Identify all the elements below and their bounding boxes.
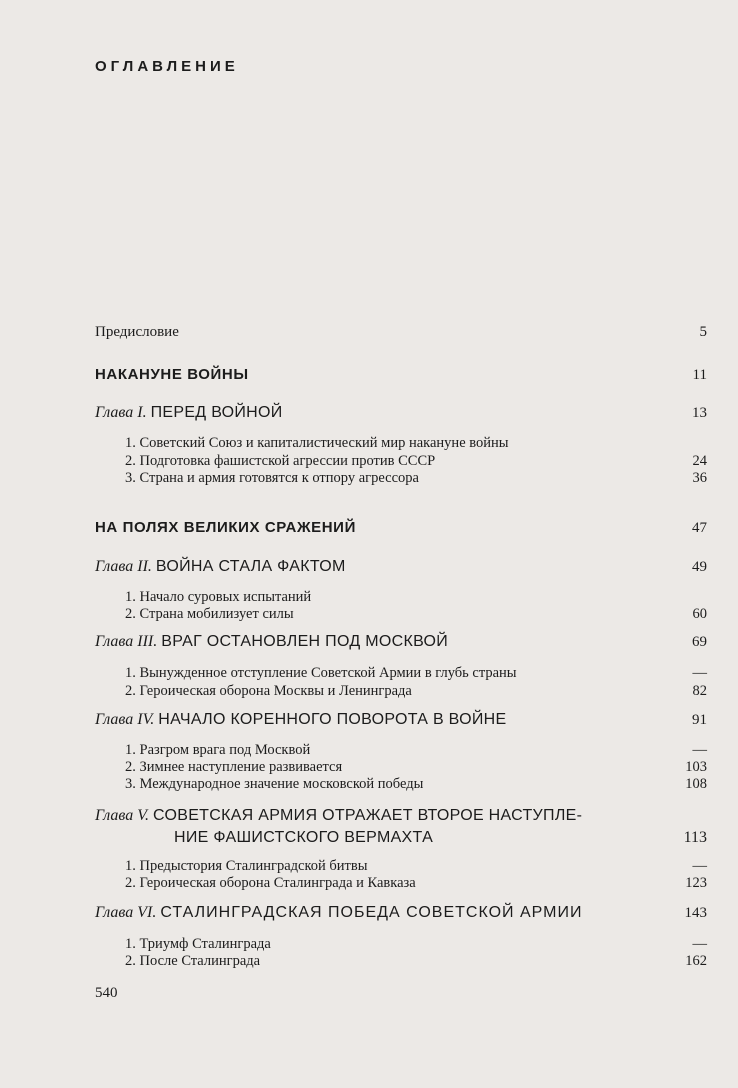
- chapter-page: 113: [683, 829, 707, 846]
- toc-section[interactable]: 2. Героическая оборона Москвы и Ленинграда 82: [125, 683, 707, 699]
- toc-section[interactable]: 2. Героическая оборона Сталинграда и Кавказа 123: [125, 875, 707, 891]
- toc-chapter-3[interactable]: [95, 633, 707, 651]
- toc-chapter-6[interactable]: [95, 904, 707, 922]
- toc-entry-preface[interactable]: [95, 323, 707, 341]
- toc-section[interactable]: 1. Вынужденное отступление Советской Армии в глубь страны —: [125, 665, 707, 681]
- chapter-title: ВРАГ ОСТАНОВЛЕН ПОД МОСКВОЙ: [161, 633, 449, 650]
- toc-section[interactable]: 1. Начало суровых испытаний: [125, 589, 312, 605]
- toc-section[interactable]: 2. Зимнее наступление развивается 103: [125, 759, 707, 775]
- toc-section[interactable]: 3. Международное значение московской победы 108: [125, 776, 707, 792]
- chapter-title: ПЕРЕД ВОЙНОЙ: [150, 404, 283, 421]
- toc-chapter-4[interactable]: [95, 711, 707, 729]
- chapter-label: Глава II.: [95, 558, 152, 575]
- chapter-label: Глава IV.: [95, 711, 155, 728]
- chapter-label: Глава V.: [95, 807, 149, 824]
- toc-section[interactable]: 3. Страна и армия готовятся к отпору агрессора 36: [125, 470, 707, 486]
- chapter-page: 143: [684, 905, 707, 921]
- toc-section[interactable]: 1. Разгром врага под Москвой —: [125, 742, 707, 758]
- page-number: 540: [95, 985, 118, 1001]
- toc-section[interactable]: 2. После Сталинграда 162: [125, 953, 707, 969]
- part-title: НАКАНУНЕ ВОЙНЫ: [95, 366, 249, 383]
- chapter-label: Глава III.: [95, 633, 158, 650]
- toc-section[interactable]: 2. Подготовка фашистской агрессии против СССР 24: [125, 453, 707, 469]
- chapter-page: 91: [692, 712, 707, 728]
- toc-chapter-5[interactable]: [95, 805, 707, 849]
- page-title: ОГЛАВЛЕНИЕ: [95, 58, 239, 75]
- chapter-title-line2: НИЕ ФАШИСТСКОГО ВЕРМАХТА: [174, 829, 434, 846]
- chapter-title-line1: СОВЕТСКАЯ АРМИЯ ОТРАЖАЕТ ВТОРОЕ НАСТУПЛЕ-: [152, 807, 583, 824]
- chapter-title: НАЧАЛО КОРЕННОГО ПОВОРОТА В ВОЙНЕ: [158, 711, 507, 728]
- entry-title: Предисловие: [95, 324, 179, 340]
- part-page: 47: [692, 520, 707, 536]
- chapter-title: СТАЛИНГРАДСКАЯ ПОБЕДА СОВЕТСКОЙ АРМИИ: [160, 904, 583, 921]
- chapter-label: Глава VI.: [95, 904, 157, 921]
- toc-chapter-2[interactable]: [95, 558, 707, 576]
- toc-section[interactable]: 1. Советский Союз и капиталистический мир накануне войны: [125, 435, 509, 451]
- chapter-page: 69: [692, 634, 707, 650]
- chapter-label: Глава I.: [95, 404, 147, 421]
- chapter-page: 13: [692, 405, 707, 421]
- toc-section[interactable]: 1. Триумф Сталинграда —: [125, 936, 707, 952]
- toc-section[interactable]: 1. Предыстория Сталинградской битвы —: [125, 858, 707, 874]
- entry-page: 5: [699, 324, 707, 340]
- part-title: НА ПОЛЯХ ВЕЛИКИХ СРАЖЕНИЙ: [95, 519, 356, 536]
- toc-chapter-1[interactable]: [95, 404, 707, 422]
- part-page: 11: [692, 367, 707, 383]
- toc-section[interactable]: 2. Страна мобилизует силы 60: [125, 606, 707, 622]
- toc-part-1[interactable]: [95, 366, 707, 384]
- chapter-title: ВОЙНА СТАЛА ФАКТОМ: [155, 558, 346, 575]
- chapter-page: 49: [692, 559, 707, 575]
- toc-part-2[interactable]: [95, 519, 707, 537]
